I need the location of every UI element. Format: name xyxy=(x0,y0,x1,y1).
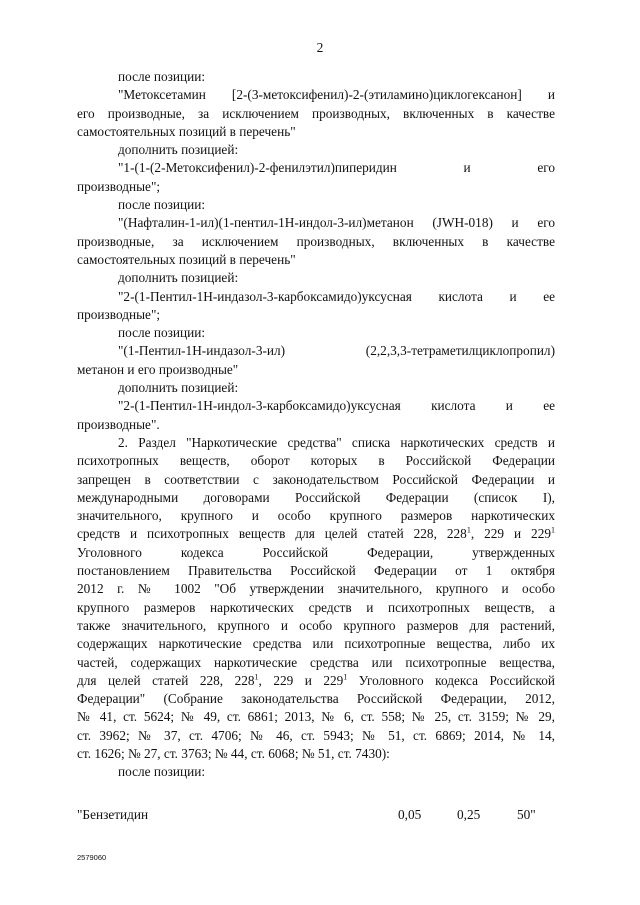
superscript: 1 xyxy=(343,672,348,682)
text-line: дополнить позицией: xyxy=(118,270,239,286)
text-line: психотропных веществ, оборот которых в Российской Федерации xyxy=(77,453,555,469)
text-line: производные"; xyxy=(77,178,161,194)
table-row xyxy=(77,807,555,825)
text-line: после позиции: xyxy=(118,325,206,341)
superscript: 1 xyxy=(551,526,555,535)
text-line: Уголовного кодекса Российской Федерации, утвержденных xyxy=(77,544,555,560)
text-line: "(1-Пентил-1Н-индазол-3-ил) (2,2,3,3-тетраметилциклопропил) xyxy=(118,343,555,359)
text-line: "(Нафталин-1-ил)(1-пентил-1Н-индол-3-ил)метанон (JWH-018) и его xyxy=(118,215,555,231)
text-line: после позиции: xyxy=(118,197,206,213)
text-fragment: , 229 и 229 xyxy=(470,526,551,542)
text-line xyxy=(77,525,555,543)
text-fragment: для целей статей 228, 228 xyxy=(77,672,255,688)
text-line: "1-(1-(2-Метоксифенил)-2-фенилэтил)пиперидин и его xyxy=(118,160,555,176)
document-code: 2579060 xyxy=(77,853,107,862)
text-line: международными договорами Российской Федерации (список I), xyxy=(77,489,555,505)
text-line: ст. 1626; № 27, ст. 3763; № 44, ст. 6068; № 51, ст. 7430): xyxy=(77,745,390,761)
text-line: "Метоксетамин [2-(3-метоксифенил)-2-(этиламино)циклогексанон] и xyxy=(118,87,555,103)
text-line: после позиции: xyxy=(118,764,206,780)
text-line: содержащих наркотические средства или психотропные вещества, либо их xyxy=(77,636,555,652)
text-line: 2012 г. № 1002 "Об утверждении значительного, крупного и особо xyxy=(77,581,555,597)
value-large: 0,25 xyxy=(457,807,481,822)
superscript: 1 xyxy=(466,526,471,535)
text-line: производные". xyxy=(77,416,160,432)
text-line: № 41, ст. 5624; № 49, ст. 6861; 2013, № 6, ст. 558; № 25, ст. 3159; № 29, xyxy=(77,709,555,725)
text-line: ст. 3962; № 37, ст. 4706; № 46, ст. 5943; № 51, ст. 6869; 2014, № 14, xyxy=(77,727,555,743)
text-line: самостоятельных позиций в перечень" xyxy=(77,251,296,267)
text-line: Федерации" (Собрание законодательства Российской Федерации, 2012, xyxy=(77,691,555,707)
text-line: "2-(1-Пентил-1Н-индазол-3-карбоксамидо)уксусная кислота и ее xyxy=(118,288,555,304)
value-significant: 0,05 xyxy=(398,807,422,822)
text-fragment: Уголовного кодекса Российской xyxy=(347,672,555,688)
text-line: "2-(1-Пентил-1Н-индол-3-карбоксамидо)уксусная кислота и ее xyxy=(118,398,555,414)
text-line: значительного, крупного и особо крупного размеров наркотических xyxy=(77,508,555,524)
text-line: после позиции: xyxy=(118,69,206,84)
text-fragment: , 229 и 229 xyxy=(258,672,344,688)
text-line: также значительного, крупного и особо крупного размеров для растений, xyxy=(77,617,555,633)
text-line: его производные, за исключением производных, включенных в качестве xyxy=(77,105,555,121)
text-line: запрещен в соответствии с законодательством Российской Федерации и xyxy=(77,471,555,487)
superscript: 1 xyxy=(254,672,259,682)
text-line: крупного размеров наркотических средств и психотропных веществ, а xyxy=(77,599,555,615)
text-line: дополнить позицией: xyxy=(118,380,239,396)
text-fragment: средств и психотропных веществ для целей статей 228, 228 xyxy=(77,526,467,542)
text-line: самостоятельных позиций в перечень" xyxy=(77,123,296,139)
value-especially-large: 50" xyxy=(517,807,536,822)
text-line: постановлением Правительства Российской Федерации от 1 октября xyxy=(77,563,555,579)
text-line: дополнить позицией: xyxy=(118,142,239,158)
text-line: метанон и его производные" xyxy=(77,361,239,377)
text-line xyxy=(77,672,555,690)
text-line: производные, за исключением производных, включенных в качестве xyxy=(77,233,555,249)
substance-name: "Бензетидин xyxy=(77,807,149,822)
text-line: производные"; xyxy=(77,306,161,322)
text-line: частей, содержащих наркотические средства или психотропные вещества, xyxy=(77,654,555,670)
text-line: 2. Раздел "Наркотические средства" списка наркотических средств и xyxy=(118,434,555,450)
page-number: 2 xyxy=(316,40,324,55)
document-body xyxy=(77,68,555,782)
